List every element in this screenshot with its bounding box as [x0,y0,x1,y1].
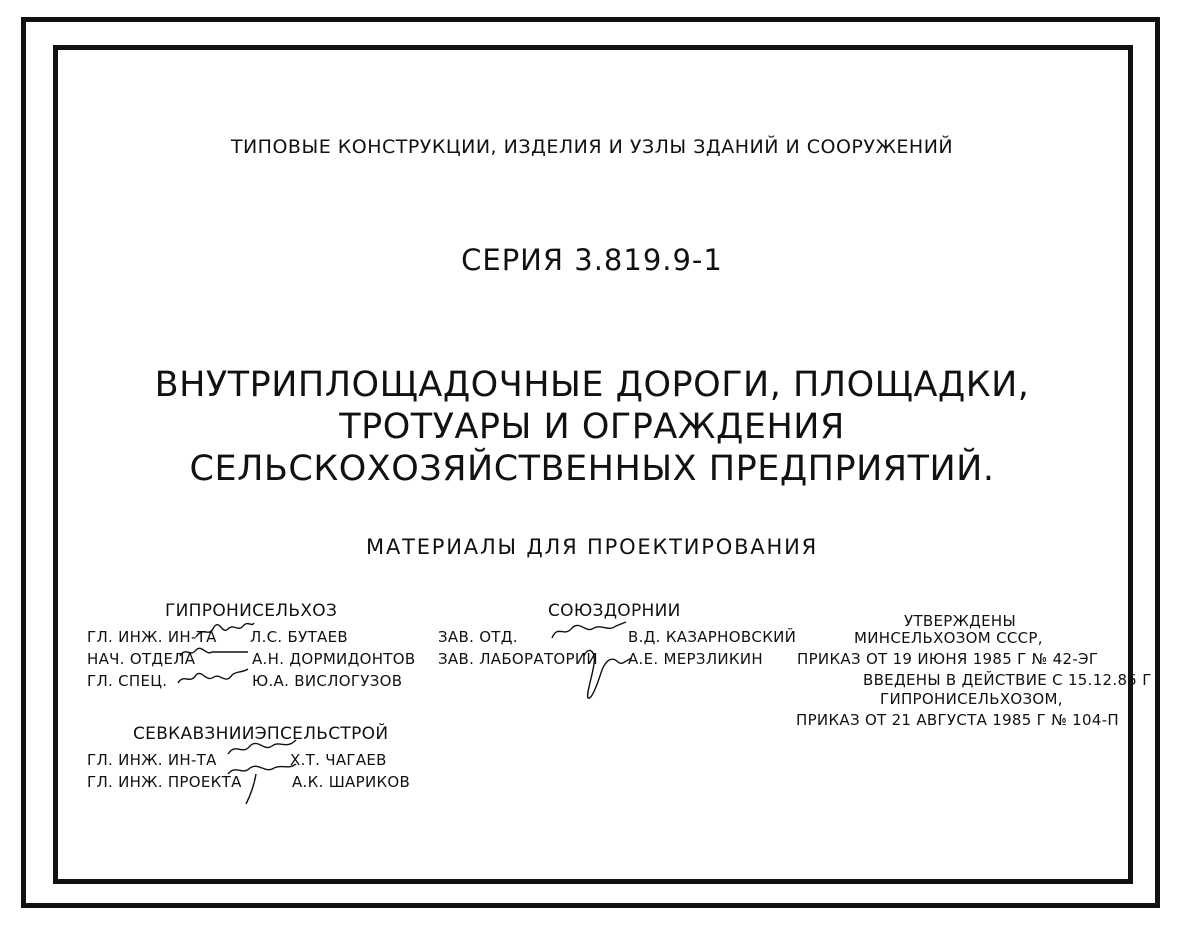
org3-person-1: В.Д. КАЗАРНОВСКИЙ [628,628,797,646]
org2-role-1: ГЛ. ИНЖ. ИН-ТА [87,751,217,769]
org3-role-1: ЗАВ. ОТД. [438,628,518,646]
signature-vislogusov [176,665,252,691]
org1-person-3: Ю.А. ВИСЛОГУЗОВ [252,672,403,690]
subtitle: МАТЕРИАЛЫ ДЛЯ ПРОЕКТИРОВАНИЯ [366,535,818,559]
org1-person-1: Л.С. БУТАЕВ [250,628,348,646]
signature-kazarnovsky [550,618,628,644]
title-line-1: ВНУТРИПЛОЩАДОЧНЫЕ ДОРОГИ, ПЛОЩАДКИ, [154,365,1030,405]
org3-name: СОЮЗДОРНИИ [548,601,681,621]
approval-line-5: ГИПРОНИСЕЛЬХОЗОМ, [880,690,1063,708]
org2-person-1: Х.Т. ЧАГАЕВ [290,751,387,769]
org1-role-2: НАЧ. ОТДЕЛА [87,650,196,668]
title-line-2: ТРОТУАРЫ И ОГРАЖДЕНИЯ [339,407,845,447]
header-line: ТИПОВЫЕ КОНСТРУКЦИИ, ИЗДЕЛИЯ И УЗЛЫ ЗДАНИЙ И СООРУЖЕНИЙ [230,136,954,158]
signature-butaev [194,617,256,643]
approval-line-1: УТВЕРЖДЕНЫ [904,612,1016,630]
org2-person-2: А.К. ШАРИКОВ [292,773,411,791]
approval-line-6: ПРИКАЗ ОТ 21 АВГУСТА 1985 Г № 104-П [796,711,1119,729]
org1-name: ГИПРОНИСЕЛЬХОЗ [165,601,338,621]
org2-name: СЕВКАВЗНИИЭПСЕЛЬСТРОЙ [133,724,389,744]
signature-dormidontov [178,642,250,664]
signature-sharikov [226,758,298,808]
org3-role-2: ЗАВ. ЛАБОРАТОРИИ [438,650,598,668]
series-number: СЕРИЯ 3.819.9-1 [461,243,723,277]
org3-person-2: А.Е. МЕРЗЛИКИН [628,650,763,668]
approval-line-3: ПРИКАЗ ОТ 19 ИЮНЯ 1985 Г № 42-ЭГ [797,650,1099,668]
signature-merzlikin [578,642,634,702]
document-title [0,364,1184,490]
org2-role-2: ГЛ. ИНЖ. ПРОЕКТА [87,773,242,791]
org1-person-2: А.Н. ДОРМИДОНТОВ [252,650,416,668]
org1-role-1: ГЛ. ИНЖ. ИН-ТА [87,628,217,646]
approval-line-4: ВВЕДЕНЫ В ДЕЙСТВИЕ С 15.12.85 Г [863,671,1152,689]
approval-line-2: МИНСЕЛЬХОЗОМ СССР, [854,629,1043,647]
org1-role-3: ГЛ. СПЕЦ. [87,672,168,690]
title-line-3: СЕЛЬСКОХОЗЯЙСТВЕННЫХ ПРЕДПРИЯТИЙ. [189,449,995,489]
